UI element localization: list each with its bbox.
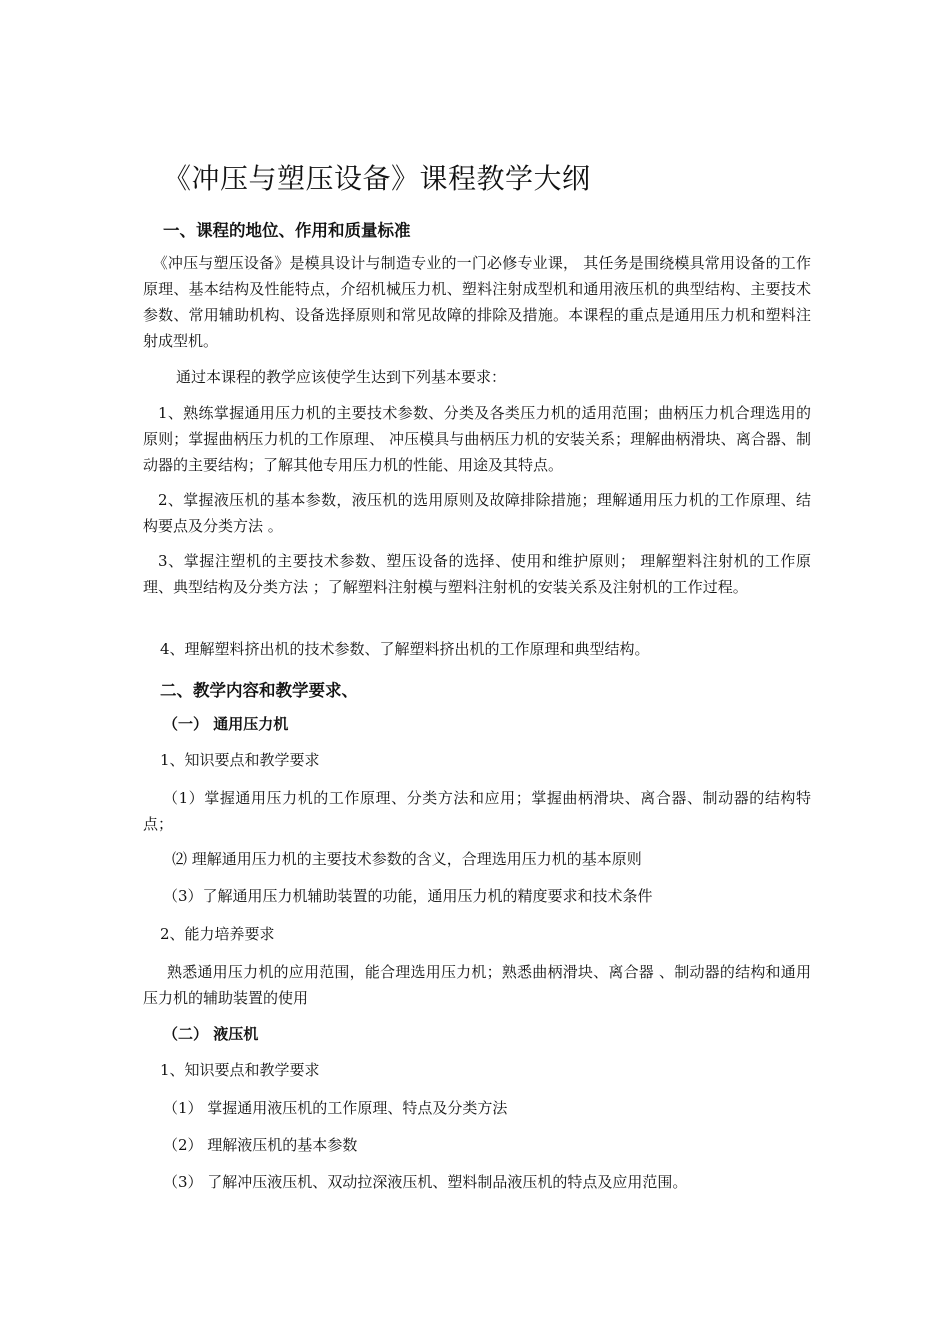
requirement-item-4: 4、理解塑料挤出机的技术参数、了解塑料挤出机的工作原理和典型结构。 — [160, 640, 650, 658]
subsection-1-knowledge-item-3: （3）了解通用压力机辅助装置的功能，通用压力机的精度要求和技术条件 — [163, 887, 653, 905]
requirements-intro: 通过本课程的教学应该使学生达到下列基本要求： — [176, 368, 507, 386]
subsection-1-knowledge-item-1: （1）掌握通用压力机的工作原理、分类方法和应用；掌握曲柄滑块、离合器、制动器的结构特点； — [143, 789, 811, 833]
section-2-heading: 二、教学内容和教学要求、 — [160, 681, 358, 700]
subsection-1-knowledge-item-2: ⑵ 理解通用压力机的主要技术参数的含义，合理选用压力机的基本原则 — [172, 850, 642, 868]
subsection-2-knowledge-item-3: （3） 了解冲压液压机、双动拉深液压机、塑料制品液压机的特点及应用范围。 — [163, 1173, 688, 1191]
subsection-1-heading: （一） 通用压力机 — [163, 715, 289, 733]
subsection-1-ability-heading: 2、能力培养要求 — [160, 925, 275, 943]
requirement-item-2: 2、掌握液压机的基本参数，液压机的选用原则及故障排除措施；理解通用压力机的工作原理、结构要点及分类方法 。 — [143, 491, 811, 535]
subsection-2-knowledge-item-2: （2） 理解液压机的基本参数 — [163, 1136, 358, 1154]
document-title: 《冲压与塑压设备》课程教学大纲 — [163, 162, 591, 195]
subsection-2-heading: （二） 液压机 — [163, 1025, 259, 1043]
subsection-1-knowledge-heading: 1、知识要点和教学要求 — [160, 751, 320, 769]
requirement-item-1: 1、熟练掌握通用压力机的主要技术参数、分类及各类压力机的适用范围；曲柄压力机合理选用的原则；掌握曲柄压力机的工作原理、 冲压模具与曲柄压力机的安装关系；理解曲柄滑块、离合器、制动器的主要结构；了解其他专用压力机的性能、用途及其特点。 — [143, 404, 811, 474]
section-1-intro: 《冲压与塑压设备》是模具设计与制造专业的一门必修专业课， 其任务是围绕模具常用设备的工作原理、基本结构及性能特点，介绍机械压力机、塑料注射成型机和通用液压机的典型结构、主要技术参数、常用辅助机构、设备选择原则和常见故障的排除及措施。本课程的重点是通用压力机和塑料注射成型机。 — [143, 254, 811, 350]
subsection-1-ability-text: 熟悉通用压力机的应用范围，能合理选用压力机；熟悉曲柄滑块、离合器 、制动器的结构和通用压力机的辅助装置的使用 — [143, 963, 811, 1007]
subsection-2-knowledge-item-1: （1） 掌握通用液压机的工作原理、特点及分类方法 — [163, 1099, 508, 1117]
subsection-2-knowledge-heading: 1、知识要点和教学要求 — [160, 1061, 320, 1079]
requirement-item-3: 3、掌握注塑机的主要技术参数、塑压设备的选择、使用和维护原则； 理解塑料注射机的工作原理、典型结构及分类方法 ；了解塑料注射模与塑料注射机的安装关系及注射机的工作过程。 — [143, 552, 811, 596]
section-1-heading: 一、课程的地位、作用和质量标准 — [163, 221, 411, 240]
